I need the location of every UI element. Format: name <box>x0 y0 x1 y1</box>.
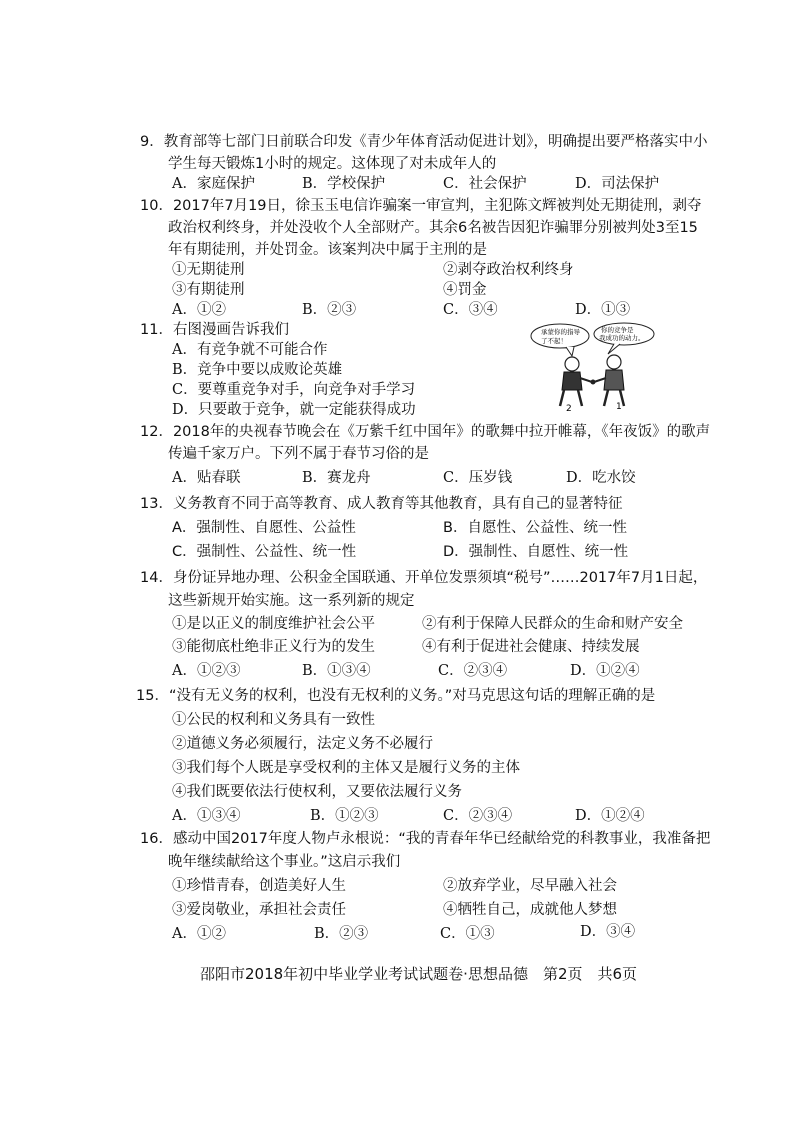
bubble-right-line-1: 你的竞争是 <box>601 326 634 334</box>
q13-option-a: A．强制性、自愿性、公益性 <box>172 520 356 536</box>
q15-option-d: D．①②④ <box>575 808 645 824</box>
bubble-left-line-1: 承蒙你的指导 <box>541 328 580 336</box>
q13-stem: 13．义务教育不同于高等教育、成人教育等其他教育，具有自己的显著特征 <box>140 496 623 512</box>
q10-option-a: A．①② <box>172 302 226 318</box>
q10-option-d: D．①③ <box>575 302 631 318</box>
q15-item-3: ③我们每个人既是享受权利的主体又是履行义务的主体 <box>172 760 520 776</box>
q16-stem-line-1: 16．感动中国2017年度人物卢永根说：“我的青春年华已经献给党的科教事业，我准备把 <box>140 831 711 847</box>
q16-item-4: ④牺牲自己，成就他人梦想 <box>443 902 617 918</box>
q16-option-d: D．③④ <box>580 924 636 940</box>
q11-stem: 11．右图漫画告诉我们 <box>140 322 289 338</box>
q11-cartoon <box>528 322 656 412</box>
bubble-right-line-2: 我成功的动力。 <box>599 334 645 342</box>
q10-stem-line-2: 政治权利终身，并处没收个人全部财产。其余6名被告因犯诈骗罪分别被判处3至15 <box>168 220 698 236</box>
q14-option-a: A．①②③ <box>172 663 241 679</box>
q15-option-b: B．①②③ <box>310 808 379 824</box>
q11-option-c: C．要尊重竞争对手，向竞争对手学习 <box>172 382 416 398</box>
q16-option-a: A．①② <box>172 926 226 942</box>
q10-stem-line-1: 10．2017年7月19日，徐玉玉电信诈骗案一审宣判，主犯陈文辉被判处无期徒刑，剥夺 <box>140 198 702 214</box>
left-person-body <box>562 372 582 390</box>
left-person-head <box>565 357 579 371</box>
right-person-head <box>607 355 621 369</box>
q14-item-2: ②有利于保障人民群众的生命和财产安全 <box>422 616 683 632</box>
q9-stem-line-1: 9．教育部等七部门日前联合印发《青少年体育活动促进计划》，明确提出要严格落实中小 <box>140 134 708 150</box>
q14-item-1: ①是以正义的制度维护社会公平 <box>172 616 375 632</box>
figure-number-left: 2 <box>566 404 572 412</box>
figure-number-right: 1 <box>616 402 622 412</box>
q11-option-a: A．有竞争就不可能合作 <box>172 342 328 358</box>
q9-option-a: A．家庭保护 <box>172 176 255 192</box>
q10-item-2: ②剥夺政治权利终身 <box>443 262 574 278</box>
q14-option-d: D．①②④ <box>570 663 640 679</box>
q16-option-c: C．①③ <box>440 926 495 942</box>
page-footer: 邵阳市2018年初中毕业学业考试试题卷·思想品德 第2页 共6页 <box>200 965 638 983</box>
q10-item-3: ③有期徒刑 <box>172 282 245 298</box>
q14-stem-line-1: 14．身份证异地办理、公积金全国联通、开单位发票须填“税号”……2017年7月1日起， <box>140 570 708 586</box>
q11-option-b: B．竞争中要以成败论英雄 <box>172 362 343 378</box>
q10-item-1: ①无期徒刑 <box>172 262 245 278</box>
q15-option-c: C．②③④ <box>443 808 513 824</box>
q12-option-b: B．赛龙舟 <box>302 470 371 486</box>
q15-stem: 15．“没有无义务的权利，也没有无权利的义务。”对马克思这句话的理解正确的是 <box>136 688 656 704</box>
q13-option-d: D．强制性、自愿性、统一性 <box>443 544 629 560</box>
q12-option-c: C．压岁钱 <box>443 470 513 486</box>
q15-option-a: A．①③④ <box>172 808 241 824</box>
q16-option-b: B．②③ <box>314 926 369 942</box>
q14-item-4: ④有利于促进社会健康、持续发展 <box>422 639 640 655</box>
q15-item-1: ①公民的权利和义务具有一致性 <box>172 712 375 728</box>
q9-stem-line-2: 学生每天锻炼1小时的规定。这体现了对未成年人的 <box>168 156 497 172</box>
q16-stem-line-2: 晚年继续献给这个事业。”这启示我们 <box>168 854 401 870</box>
q16-item-2: ②放弃学业，尽早融入社会 <box>443 878 617 894</box>
q12-stem-line-2: 传遍千家万户。下列不属于春节习俗的是 <box>168 446 429 462</box>
q9-option-b: B．学校保护 <box>302 176 386 192</box>
q10-option-c: C．③④ <box>443 302 498 318</box>
q15-item-4: ④我们既要依法行使权利，又要依法履行义务 <box>172 784 462 800</box>
q15-item-2: ②道德义务必须履行，法定义务不必履行 <box>172 736 433 752</box>
q14-item-3: ③能彻底杜绝非正义行为的发生 <box>172 639 375 655</box>
q12-option-a: A．贴春联 <box>172 470 241 486</box>
cartoon-drawing <box>528 322 656 412</box>
q14-option-b: B．①③④ <box>302 663 371 679</box>
q13-option-c: C．强制性、公益性、统一性 <box>172 544 357 560</box>
q10-stem-line-3: 年有期徒刑，并处罚金。该案判决中属于主刑的是 <box>168 242 487 258</box>
q9-option-d: D．司法保护 <box>575 176 660 192</box>
right-person-body <box>604 370 624 390</box>
q16-item-3: ③爱岗敬业，承担社会责任 <box>172 902 346 918</box>
q10-option-b: B．②③ <box>302 302 357 318</box>
q10-item-4: ④罚金 <box>443 282 487 298</box>
q13-option-b: B．自愿性、公益性、统一性 <box>443 520 627 536</box>
q11-option-d: D．只要敢于竞争，就一定能获得成功 <box>172 402 416 418</box>
bubble-left-line-2: 了不起！ <box>541 337 567 345</box>
q14-stem-line-2: 这些新规开始实施。这一系列新的规定 <box>168 593 415 609</box>
q16-item-1: ①珍惜青春，创造美好人生 <box>172 878 346 894</box>
q12-option-d: D．吃水饺 <box>566 470 636 486</box>
q9-option-c: C．社会保护 <box>443 176 527 192</box>
q12-stem-line-1: 12．2018年的央视春节晚会在《万紫千红中国年》的歌舞中拉开帷幕，《年夜饭》的歌声 <box>140 424 711 440</box>
q14-option-c: C．②③④ <box>438 663 508 679</box>
